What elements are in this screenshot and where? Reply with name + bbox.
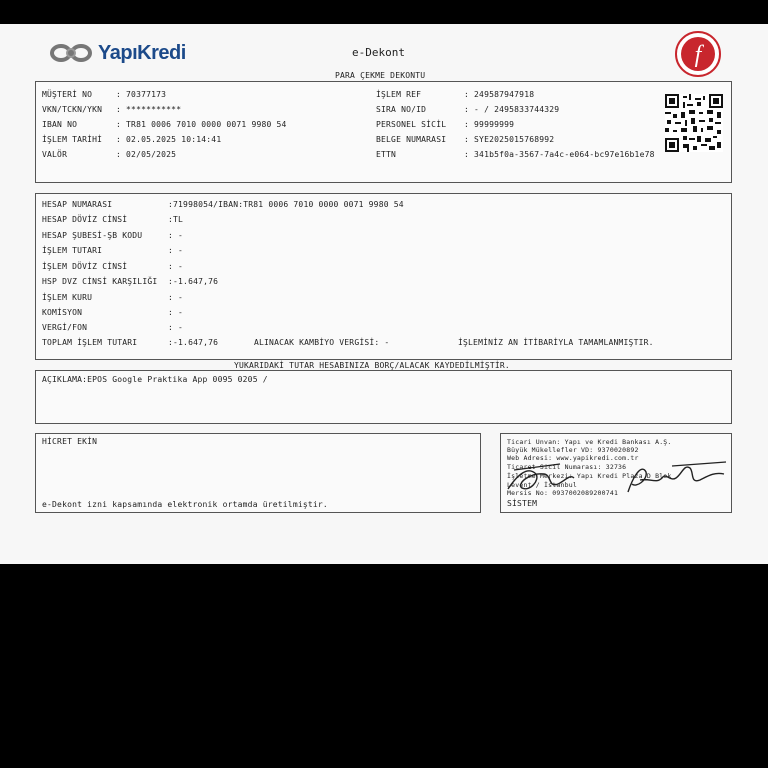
receipt-document <box>0 24 768 564</box>
account-details-box <box>35 193 732 360</box>
customer-name: HİCRET EKİN <box>42 437 98 446</box>
document-title: e-Dekont <box>352 46 405 59</box>
ettn-row: ETTN : 341b5f0a-3567-7a4c-e064-bc97e16b1e78 <box>376 150 655 159</box>
transaction-date-row: İŞLEM TARİHİ : 02.05.2025 10:14:41 <box>42 135 222 144</box>
booking-notice: YUKARIDAKİ TUTAR HESABINIZA BORÇ/ALACAK KAYDEDİLMİŞTİR. <box>234 361 510 370</box>
total-amount-row: TOPLAM İŞLEM TUTARI :-1.647,76 <box>42 338 219 347</box>
transaction-info-box <box>35 81 732 183</box>
customer-box <box>35 433 481 513</box>
sequence-no-row: SIRA NO/ID : - / 2495833744329 <box>376 105 560 114</box>
bank-info-line: Mersis No: 0937002089200741 <box>507 489 619 497</box>
detail-row: İŞLEM TUTARI : - <box>42 246 184 255</box>
transaction-ref-row: İŞLEM REF : 249587947918 <box>376 90 535 99</box>
system-label: SİSTEM <box>507 499 538 508</box>
bank-info-line: Levent / İstanbul <box>507 481 577 489</box>
yapikredi-logo-icon <box>50 43 94 63</box>
bank-name: YapıKredi <box>98 41 186 64</box>
bank-info-line: Büyük Mükellefler VD: 9370020892 <box>507 446 639 454</box>
kambiyo-tax: ALINACAK KAMBİYO VERGİSİ: - <box>254 338 390 347</box>
qr-code-icon <box>665 94 723 152</box>
detail-row: HESAP ŞUBESİ-ŞB KODU : - <box>42 231 184 240</box>
value-date-row: VALÖR : 02/05/2025 <box>42 150 177 159</box>
description-text: AÇIKLAMA:EPOS Google Praktika App 0095 0205 / <box>42 375 268 384</box>
bank-info-line: İşletme Merkezi: Yapı Kredi Plaza D Blok <box>507 472 672 480</box>
detail-row: HESAP DÖVİZ CİNSİ :TL <box>42 215 184 224</box>
detail-row: HSP DVZ CİNSİ KARŞILIĞI :-1.647,76 <box>42 277 219 286</box>
tax-id-row: VKN/TCKN/YKN : *********** <box>42 105 182 114</box>
detail-row: İŞLEM KURU : - <box>42 293 184 302</box>
iban-row: IBAN NO : TR81 0006 7010 0000 0071 9980 54 <box>42 120 287 129</box>
bank-info-line: Web Adresi: www.yapikredi.com.tr <box>507 454 639 462</box>
detail-row: HESAP NUMARASI :71998054/IBAN:TR81 0006 7010 0000 0071 9980 54 <box>42 200 404 209</box>
bank-seal-icon <box>674 30 722 78</box>
footer-note: e-Dekont izni kapsamında elektronik ortamda üretilmiştir. <box>42 500 328 509</box>
completion-status: İŞLEMİNİZ AN İTİBARİYLA TAMAMLANMIŞTIR. <box>458 338 654 347</box>
detail-row: KOMİSYON : - <box>42 308 184 317</box>
detail-row: VERGİ/FON : - <box>42 323 184 332</box>
personnel-id-row: PERSONEL SİCİL : 99999999 <box>376 120 515 129</box>
bank-logo <box>50 40 186 66</box>
description-box <box>35 370 732 424</box>
document-subtitle: PARA ÇEKME DEKONTU <box>335 71 426 80</box>
detail-row: İŞLEM DÖVİZ CİNSİ : - <box>42 262 184 271</box>
document-no-row: BELGE NUMARASI : SYE2025015768992 <box>376 135 555 144</box>
customer-no-row: MÜŞTERİ NO : 70377173 <box>42 90 167 99</box>
signature-icon <box>500 444 730 504</box>
svg-text:f: f <box>694 42 702 68</box>
bank-info-line: Ticaret Sicil Numarası: 32736 <box>507 463 627 471</box>
bank-info-line: Ticari Unvan: Yapı ve Kredi Bankası A.Ş. <box>507 438 672 446</box>
